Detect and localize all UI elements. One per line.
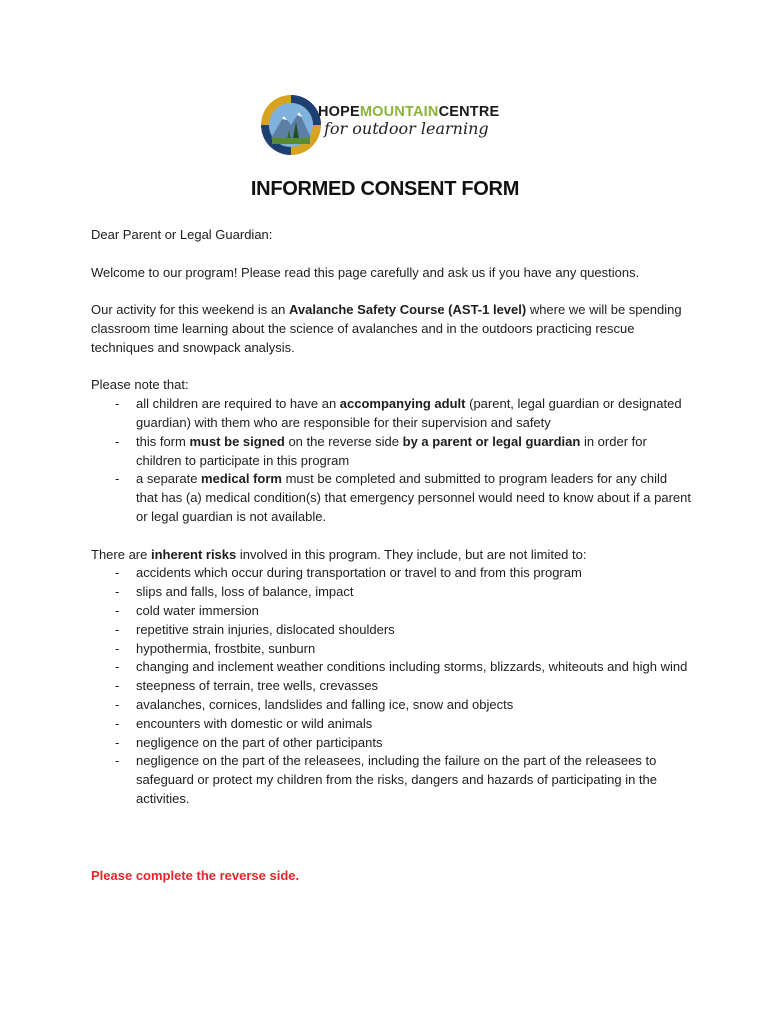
list-item: - a separate medical form must be completed and submitted to program leaders for any child that has (a) medical condition(s) that emergency personnel would need to know about if a parent or legal guardian is not available.	[115, 471, 691, 524]
risks-list	[91, 564, 691, 808]
activity-paragraph: Our activity for this weekend is an Avalanche Safety Course (AST-1 level) where we will be spending classroom time learning about the science of avalanches and in the outdoors practicing rescue techniques and snowpack analysis.	[91, 302, 682, 355]
logo-name: HOPEMOUNTAINCENTRE	[318, 104, 500, 120]
risks-intro: There are inherent risks involved in this program. They include, but are not limited to:	[91, 546, 587, 562]
list-item: - avalanches, cornices, landslides and falling ice, snow and objects	[115, 696, 514, 712]
list-item: - cold water immersion	[115, 602, 259, 618]
list-item: - slips and falls, loss of balance, impact	[115, 584, 354, 600]
letter-body	[91, 226, 691, 809]
list-item: - hypothermia, frostbite, sunburn	[115, 640, 316, 656]
list-item: - changing and inclement weather conditions including storms, blizzards, whiteouts and high wind	[115, 659, 688, 675]
note-heading: Please note that:	[91, 377, 189, 393]
list-item: - negligence on the part of the releasees, including the failure on the part of the releasees to safeguard or protect my children from the risks, dangers and hazards of participating in the activities.	[115, 753, 657, 806]
list-item: - steepness of terrain, tree wells, crevasses	[115, 678, 379, 694]
hope-mountain-centre-logo	[258, 92, 528, 158]
list-item: - encounters with domestic or wild animals	[115, 715, 373, 731]
greeting: Dear Parent or Legal Guardian:	[91, 227, 273, 242]
note-list	[91, 395, 691, 527]
list-item: - accidents which occur during transportation or travel to and from this program	[115, 565, 582, 581]
list-item: - all children are required to have an accompanying adult (parent, legal guardian or designated guardian) with them who are responsible for their supervision and safety	[115, 396, 682, 430]
logo-tagline: for outdoor learning	[324, 119, 489, 138]
page-title: INFORMED CONSENT FORM	[250, 178, 520, 200]
list-item: - negligence on the part of other participants	[115, 734, 383, 750]
welcome-paragraph: Welcome to our program! Please read this page carefully and ask us if you have any questions.	[91, 264, 640, 280]
mountain-emblem-icon	[258, 92, 324, 158]
list-item: - repetitive strain injuries, dislocated shoulders	[115, 621, 395, 637]
closing-note: Please complete the reverse side.	[91, 868, 300, 883]
list-item: - this form must be signed on the reverse side by a parent or legal guardian in order for children to participate in this program	[115, 433, 647, 468]
